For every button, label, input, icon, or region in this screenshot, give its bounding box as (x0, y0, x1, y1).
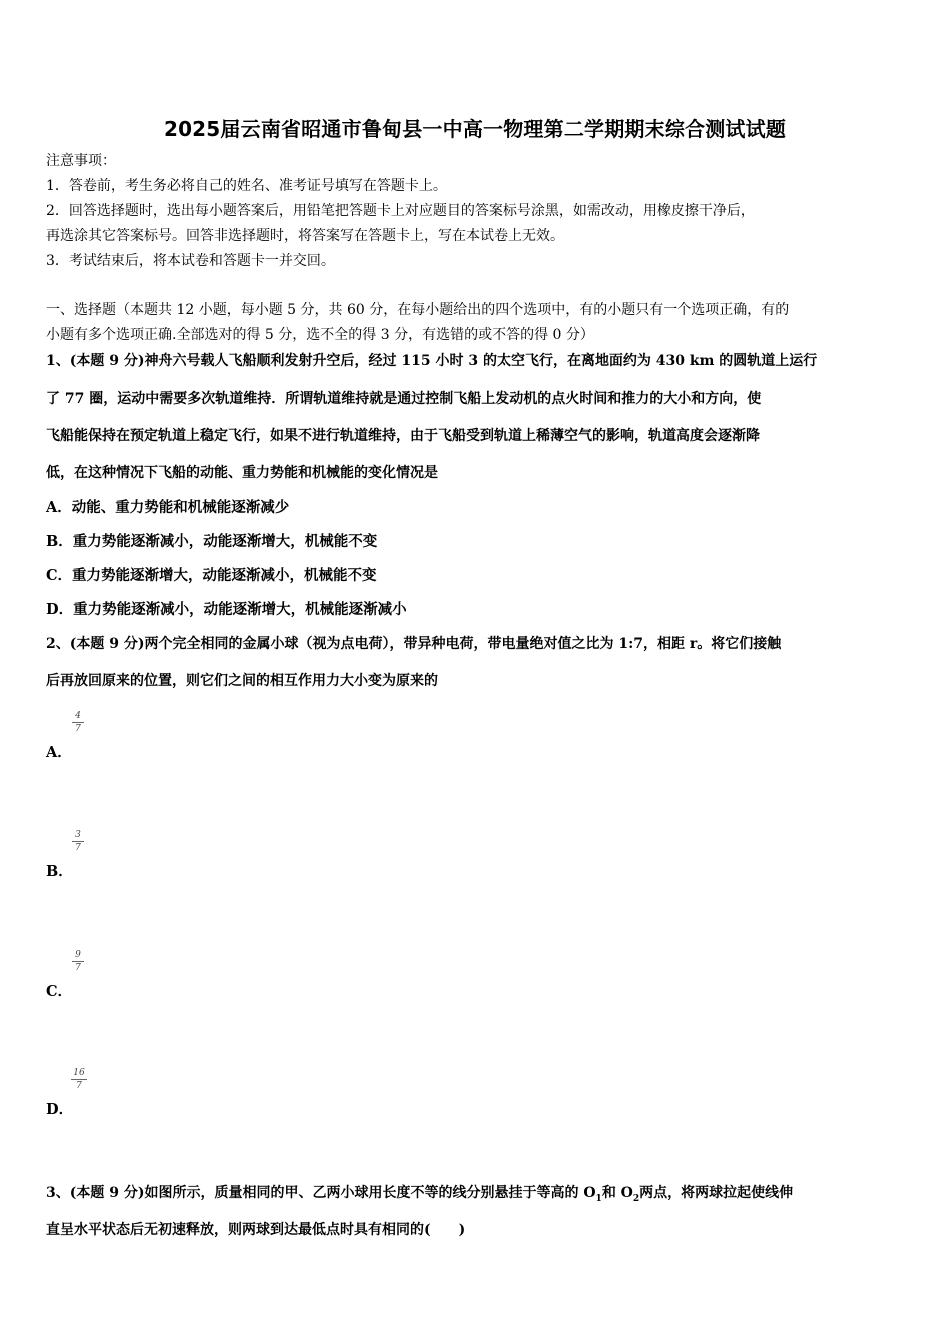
q2-line-1: 2、(本题 9 分)两个完全相同的金属小球（视为点电荷），带异种电荷，带电量绝对值之比为 1:7，相距 r。将它们接触 (46, 636, 782, 652)
q1-option-c: C．重力势能逐渐增大，动能逐渐减小，机械能不变 (46, 567, 377, 584)
q2-option-c-label: C． (46, 983, 73, 1000)
q2-line-2: 后再放回原来的位置，则它们之间的相互作用力大小变为原来的 (46, 673, 438, 689)
q3-line-1 (46, 1182, 793, 1204)
q2-option-d-label: D． (46, 1101, 74, 1118)
q2-option-c-numerator: 9 (75, 950, 81, 960)
section-heading-line-2: 小题有多个选项正确.全部选对的得 5 分，选不全的得 3 分，有选错的或不答的得 0 分） (46, 327, 594, 343)
fraction-bar (72, 722, 84, 723)
q2-option-b-label: B． (46, 863, 73, 880)
q3-line-1-part-a: 3、(本题 9 分)如图所示，质量相同的甲、乙两小球用长度不等的线分别悬挂于等高的 O (46, 1185, 596, 1201)
notice-item-1: 1．答卷前，考生务必将自己的姓名、准考证号填写在答题卡上。 (46, 178, 447, 194)
notice-item-2: 2．回答选择题时，选出每小题答案后，用铅笔把答题卡上对应题目的答案标号涂黑，如需改动，用橡皮擦干净后， (46, 203, 755, 219)
q3-subscript-1: 1 (595, 1193, 602, 1204)
q1-option-d: D．重力势能逐渐减小，动能逐渐增大，机械能逐渐减小 (46, 601, 407, 618)
q2-option-a-label: A． (46, 744, 72, 761)
q1-line-2: 了 77 圈，运动中需要多次轨道维持．所谓轨道维持就是通过控制飞船上发动机的点火时间和推力的大小和方向，使 (46, 391, 762, 407)
q2-option-b-numerator: 3 (75, 830, 81, 840)
q1-line-1: 1、(本题 9 分)神舟六号载人飞船顺利发射升空后，经过 115 小时 3 的太空飞行，在离地面约为 430 km 的圆轨道上运行 (46, 353, 818, 369)
q2-option-a-numerator: 4 (75, 711, 81, 721)
q2-option-a-fraction (72, 711, 84, 734)
notice-item-3: 3．考试结束后，将本试卷和答题卡一并交回。 (46, 253, 335, 269)
section-heading-line-1: 一、选择题（本题共 12 小题，每小题 5 分，共 60 分，在每小题给出的四个选项中，有的小题只有一个选项正确，有的 (46, 302, 790, 318)
q2-option-c-fraction (72, 950, 84, 973)
fraction-bar (72, 841, 84, 842)
fraction-bar (72, 961, 84, 962)
page-title: 2025届云南省昭通市鲁甸县一中高一物理第二学期期末综合测试试题 (163, 117, 787, 141)
q1-line-3: 飞船能保持在预定轨道上稳定飞行，如果不进行轨道维持，由于飞船受到轨道上稀薄空气的影响，轨道高度会逐渐降 (46, 428, 760, 444)
q2-option-c-denominator: 7 (75, 963, 81, 973)
fraction-bar (71, 1079, 87, 1080)
q2-option-d-fraction (71, 1068, 87, 1091)
q1-line-4: 低，在这种情况下飞船的动能、重力势能和机械能的变化情况是 (46, 465, 438, 481)
q2-option-b-denominator: 7 (75, 843, 81, 853)
q3-subscript-2: 2 (632, 1193, 640, 1204)
q2-option-d-denominator: 7 (76, 1081, 82, 1091)
q1-option-b: B．重力势能逐渐减小，动能逐渐增大，机械能不变 (46, 533, 378, 550)
q2-option-b-fraction (72, 830, 84, 853)
q2-option-d-numerator: 16 (73, 1068, 85, 1078)
q3-line-2: 直呈水平状态后无初速释放，则两球到达最低点时具有相同的( ) (46, 1222, 466, 1238)
notice-item-2-cont: 再选涂其它答案标号。回答非选择题时，将答案写在答题卡上，写在本试卷上无效。 (46, 228, 564, 244)
q2-option-a-denominator: 7 (75, 724, 81, 734)
q3-line-1-part-b: 和 O (601, 1185, 633, 1201)
q3-line-1-part-c: 两点，将两球拉起使线伸 (639, 1185, 794, 1201)
q1-option-a: A．动能、重力势能和机械能逐渐减少 (46, 499, 290, 516)
notice-heading: 注意事项： (46, 153, 116, 169)
